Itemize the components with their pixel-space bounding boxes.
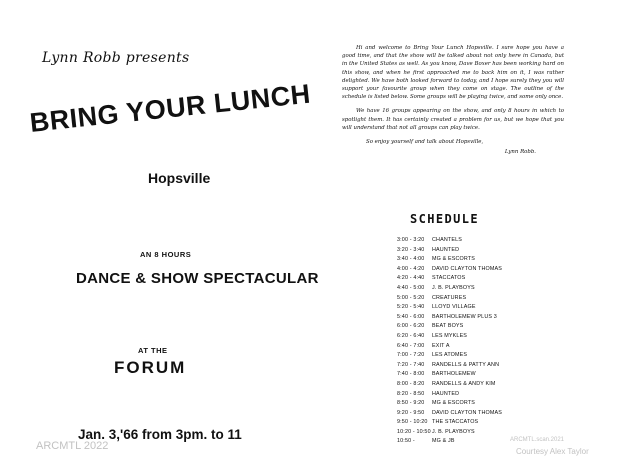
at-label: AT THE xyxy=(138,346,168,355)
schedule-item xyxy=(397,370,502,380)
schedule-time: 5:20 - 5:40 xyxy=(397,304,425,311)
schedule-time: 4:00 - 4:20 xyxy=(397,265,425,272)
schedule-act: RANDELLS & ANDY KIM xyxy=(432,380,496,387)
schedule-time: 3:00 - 3:20 xyxy=(397,237,425,243)
schedule-time: 4:40 - 5:00 xyxy=(397,284,425,291)
letter-paragraph: We have 16 groups appearing on the show, and only 8 hours in which to spotlight them. It has certainly created a problem for us, but we hope that you will understand that not all groups can play twice. xyxy=(342,108,564,131)
schedule-item xyxy=(397,303,502,313)
schedule-act: THE STACCATOS xyxy=(432,419,479,426)
schedule-act: BARTHOLEMEW PLUS 3 xyxy=(432,313,497,320)
schedule-act: LES MYKLES xyxy=(432,332,468,339)
schedule-act: J. B. PLAYBOYS xyxy=(432,428,475,435)
schedule-item xyxy=(397,255,502,265)
schedule-time: 6:40 - 7:00 xyxy=(397,342,425,349)
schedule-item xyxy=(397,313,502,323)
schedule-time: 5:00 - 5:20 xyxy=(397,294,425,301)
letter-paragraph: Hi and welcome to Bring Your Lunch Hopsville. I sure hope you have a good time, and that the show will be talked about not only here in Canada, but in the United States as well. As you know, Dave Boxer has been working hard on this show, and when he first approached me to back him on it, I was rather delighted. We have both looked forward to today, and I hope surely they you will support your favourite group when they come on stage. The outline of the schedule is listed below. Some groups will be playing twice, and some only once. xyxy=(342,45,564,101)
schedule-act: HAUNTED xyxy=(432,246,460,253)
letter-signature: Lynn Robb. xyxy=(504,149,536,156)
schedule-time: 7:40 - 8:00 xyxy=(397,371,425,378)
schedule-item xyxy=(397,428,502,438)
schedule-act: MG & ESCORTS xyxy=(432,256,476,263)
schedule-item xyxy=(397,332,502,342)
schedule-act: BEAT BOYS xyxy=(432,323,464,330)
schedule-act: BARTHOLEMEW xyxy=(432,371,476,378)
schedule-heading: SCHEDULE xyxy=(410,212,479,226)
letter-closing: So enjoy yourself and talk about Hopsville, xyxy=(366,139,484,146)
schedule-time: 6:00 - 6:20 xyxy=(397,323,425,330)
schedule-act: CREATURES xyxy=(432,294,467,301)
schedule-time: 7:20 - 7:40 xyxy=(397,361,425,368)
schedule-time: 9:20 - 9:50 xyxy=(397,409,425,416)
schedule-time: 9:50 - 10:20 xyxy=(397,419,428,426)
schedule-item xyxy=(397,294,502,304)
venue-name: FORUM xyxy=(114,358,187,377)
schedule-act: LLOYD VILLAGE xyxy=(432,304,476,311)
schedule-time: 8:00 - 8:20 xyxy=(397,380,425,387)
schedule-item xyxy=(397,380,502,390)
schedule-time: 10:20 - 10:50 xyxy=(397,428,431,435)
watermark-credit: Courtesy Alex Taylor xyxy=(516,447,589,456)
event-title: BRING YOUR LUNCH xyxy=(28,78,312,138)
schedule-item xyxy=(397,236,502,246)
schedule-time: 3:20 - 3:40 xyxy=(397,246,425,253)
schedule-act: J. B. PLAYBOYS xyxy=(432,284,475,291)
schedule-item xyxy=(397,361,502,371)
show-type: DANCE & SHOW SPECTACULAR xyxy=(76,270,319,287)
schedule-item xyxy=(397,322,502,332)
schedule-list xyxy=(397,236,502,447)
schedule-item xyxy=(397,390,502,400)
schedule-time: 3:40 - 4:00 xyxy=(397,256,425,263)
schedule-item xyxy=(397,274,502,284)
schedule-time: 6:20 - 6:40 xyxy=(397,332,425,339)
schedule-act: LES ATOMES xyxy=(432,352,468,359)
schedule-time: 4:20 - 4:40 xyxy=(397,275,425,282)
schedule-act: HAUNTED xyxy=(432,390,460,397)
schedule-time: 8:50 - 9:20 xyxy=(397,400,425,407)
welcome-letter xyxy=(342,44,564,156)
schedule-item xyxy=(397,246,502,256)
schedule-act: CHANTELS xyxy=(432,237,462,243)
schedule-item xyxy=(397,265,502,275)
schedule-item xyxy=(397,342,502,352)
schedule-item xyxy=(397,409,502,419)
event-duration: AN 8 HOURS xyxy=(140,250,192,259)
schedule-act: EXIT A xyxy=(432,342,450,349)
schedule-time: 7:00 - 7:20 xyxy=(397,352,425,359)
schedule-item xyxy=(397,418,502,428)
schedule-act: DAVID CLAYTON THOMAS xyxy=(432,409,502,416)
schedule-item xyxy=(397,284,502,294)
schedule-item xyxy=(397,437,502,447)
presenter-line: Lynn Robb presents xyxy=(42,50,190,66)
schedule-time: 10:50 - xyxy=(397,438,415,445)
schedule-time: 5:40 - 6:00 xyxy=(397,313,425,320)
schedule-time: 8:20 - 8:50 xyxy=(397,390,425,397)
watermark-left: ARCMTL 2022 xyxy=(36,440,109,452)
schedule-act: DAVID CLAYTON THOMAS xyxy=(432,265,502,272)
schedule-item xyxy=(397,351,502,361)
event-date: Jan. 3,'66 from 3pm. to 11 xyxy=(78,427,242,442)
schedule-act: RANDELLS & PATTY ANN xyxy=(432,361,500,368)
schedule-item xyxy=(397,399,502,409)
schedule-act: MG & ESCORTS xyxy=(432,400,476,407)
schedule-act: MG & JB xyxy=(432,438,455,445)
event-city: Hopsville xyxy=(148,170,211,186)
watermark-scan: ARCMTL.scan.2021 xyxy=(510,437,565,443)
schedule-act: STACCATOS xyxy=(432,275,466,282)
